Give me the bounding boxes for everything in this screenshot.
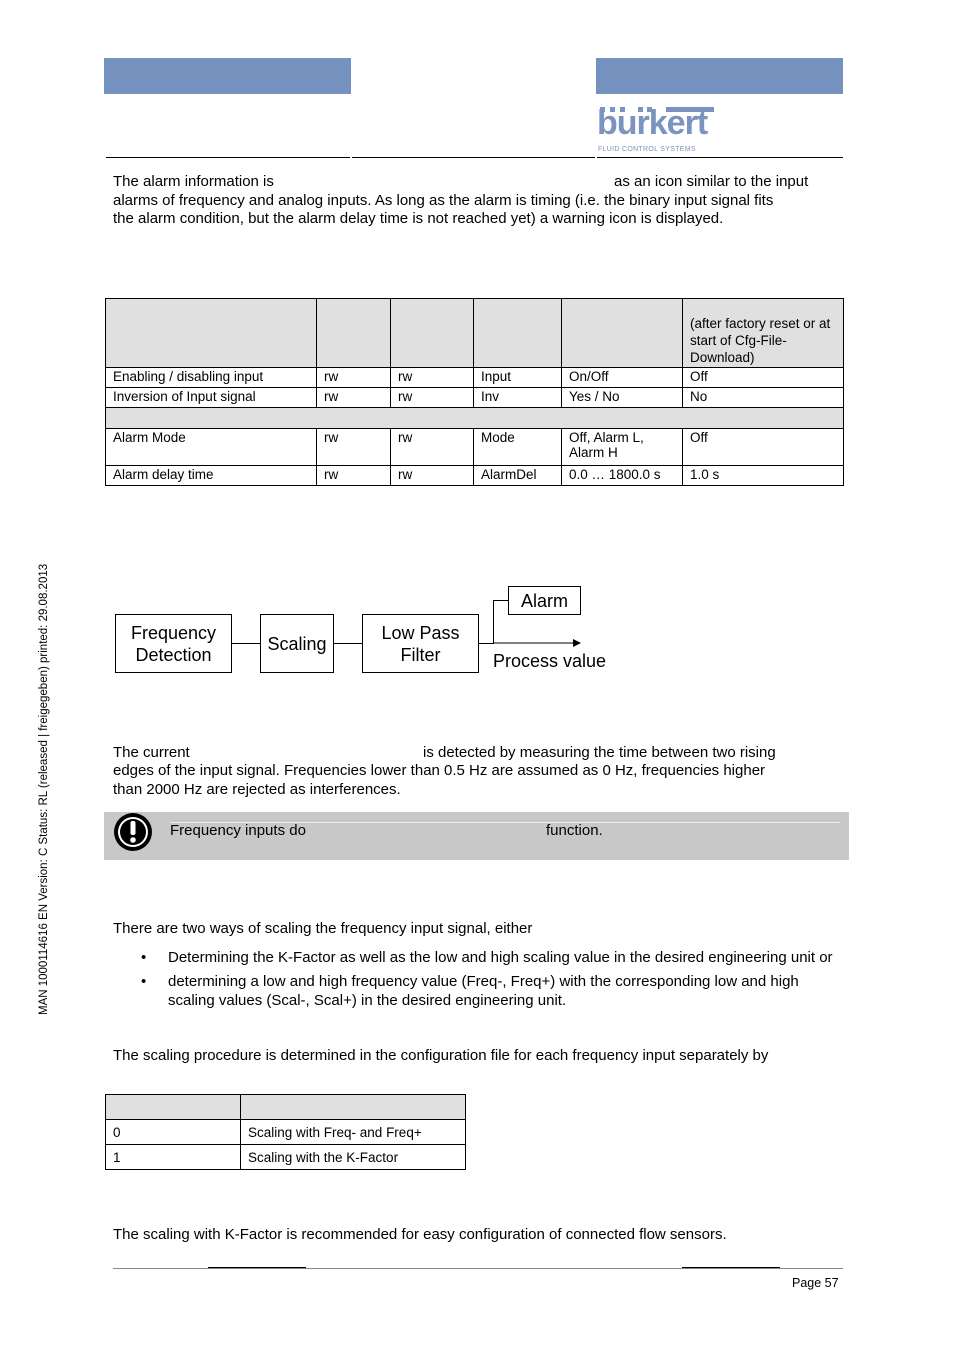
table-row <box>106 388 844 408</box>
table-row <box>106 1120 466 1145</box>
cell: Input <box>474 368 562 388</box>
scaling-table <box>105 1094 466 1170</box>
alarm-block: Alarm <box>508 586 581 615</box>
detection-line3: than 2000 Hz are rejected as interferences. <box>113 781 401 798</box>
warning-exclamation-icon <box>112 811 154 853</box>
table-row <box>106 1145 466 1170</box>
table-separator-row <box>106 408 844 429</box>
cell: Scaling with Freq- and Freq+ <box>241 1120 466 1145</box>
frequency-detection-block: Frequency Detection <box>115 614 232 673</box>
cell: Alarm Mode <box>106 429 317 466</box>
cell: rw <box>391 388 474 408</box>
detection-line2: edges of the input signal. Frequencies lower than 0.5 Hz are assumed as 0 Hz, frequencies higher <box>113 762 766 779</box>
cell: Off, Alarm L, Alarm H <box>562 429 683 466</box>
detection-part1: The current <box>113 744 190 761</box>
cell: 0.0 … 1800.0 s <box>562 466 683 486</box>
cell: Mode <box>474 429 562 466</box>
header-rule-2 <box>352 157 595 158</box>
table-row <box>106 429 844 466</box>
table-header-row <box>106 1095 466 1120</box>
scaling-bullet-list <box>113 948 843 1015</box>
cell: Scaling with the K-Factor <box>241 1145 466 1170</box>
scaling-intro: There are two ways of scaling the frequency input signal, either <box>113 920 533 937</box>
footer-rule-2 <box>208 1267 306 1268</box>
scaling-procedure: The scaling procedure is determined in the configuration file for each frequency input separately by <box>113 1047 769 1064</box>
logo-subtitle: FLUID CONTROL SYSTEMS <box>598 146 696 153</box>
list-item: • Determining the K-Factor as well as the low and high scaling value in the desired engineering unit or <box>113 948 843 967</box>
cell: Inv <box>474 388 562 408</box>
header-bar-left <box>104 58 351 94</box>
header-rule-3 <box>597 157 843 158</box>
cell: Alarm delay time <box>106 466 317 486</box>
cell: On/Off <box>562 368 683 388</box>
burkert-logo: burkert <box>597 104 708 142</box>
cell: Yes / No <box>562 388 683 408</box>
cell: Enabling / disabling input <box>106 368 317 388</box>
table-header-row <box>106 299 844 368</box>
cell: 0 <box>106 1120 241 1145</box>
table-row <box>106 466 844 486</box>
cell: rw <box>317 429 391 466</box>
connector-2 <box>333 643 362 644</box>
connector-3 <box>478 643 493 644</box>
header-bar-right <box>596 58 843 94</box>
cell: rw <box>317 388 391 408</box>
process-value-label: Process value <box>493 651 607 671</box>
intro-part1: The alarm information is <box>113 173 274 190</box>
footer-rule-3 <box>682 1267 780 1268</box>
cell: 1 <box>106 1145 241 1170</box>
process-value-arrow <box>493 637 583 649</box>
page-number: Page 57 <box>792 1276 839 1290</box>
cell: No <box>683 388 844 408</box>
alarm-branch-horizontal <box>493 600 508 601</box>
cell: rw <box>317 368 391 388</box>
cell: AlarmDel <box>474 466 562 486</box>
list-item: • determining a low and high frequency value (Freq-, Freq+) with the corresponding low and high scaling values (Scal-, Scal+) in the desired engineering unit. <box>113 972 843 1010</box>
footer-rule-1 <box>113 1268 843 1269</box>
document-status-text: MAN 1000114616 EN Version: C Status: RL (released | freigegeben) printed: 29.08.2013 <box>38 563 50 1015</box>
table-row <box>106 368 844 388</box>
note-part1: Frequency inputs do <box>170 822 306 839</box>
scaling-block: Scaling <box>260 614 334 673</box>
default-header-note: (after factory reset or at start of Cfg-File-Download) <box>683 299 844 368</box>
recommendation-text: The scaling with K-Factor is recommended for easy configuration of connected flow sensors. <box>113 1226 727 1243</box>
cell: Off <box>683 368 844 388</box>
detection-part2: is detected by measuring the time between two rising <box>423 744 776 761</box>
cell: Inversion of Input signal <box>106 388 317 408</box>
note-part2: function. <box>546 822 603 839</box>
intro-part2: as an icon similar to the input <box>614 173 809 190</box>
cell: rw <box>391 466 474 486</box>
intro-line3: the alarm condition, but the alarm delay time is not reached yet) a warning icon is displayed. <box>113 210 724 227</box>
cell: rw <box>391 429 474 466</box>
cell: rw <box>317 466 391 486</box>
parameter-table <box>105 298 844 486</box>
low-pass-filter-block: Low Pass Filter <box>362 614 479 673</box>
intro-line2: alarms of frequency and analog inputs. As long as the alarm is timing (i.e. the binary input signal fits <box>113 192 774 209</box>
connector-1 <box>231 643 260 644</box>
header-rule-1 <box>106 157 350 158</box>
cell: rw <box>391 368 474 388</box>
cell: Off <box>683 429 844 466</box>
cell: 1.0 s <box>683 466 844 486</box>
